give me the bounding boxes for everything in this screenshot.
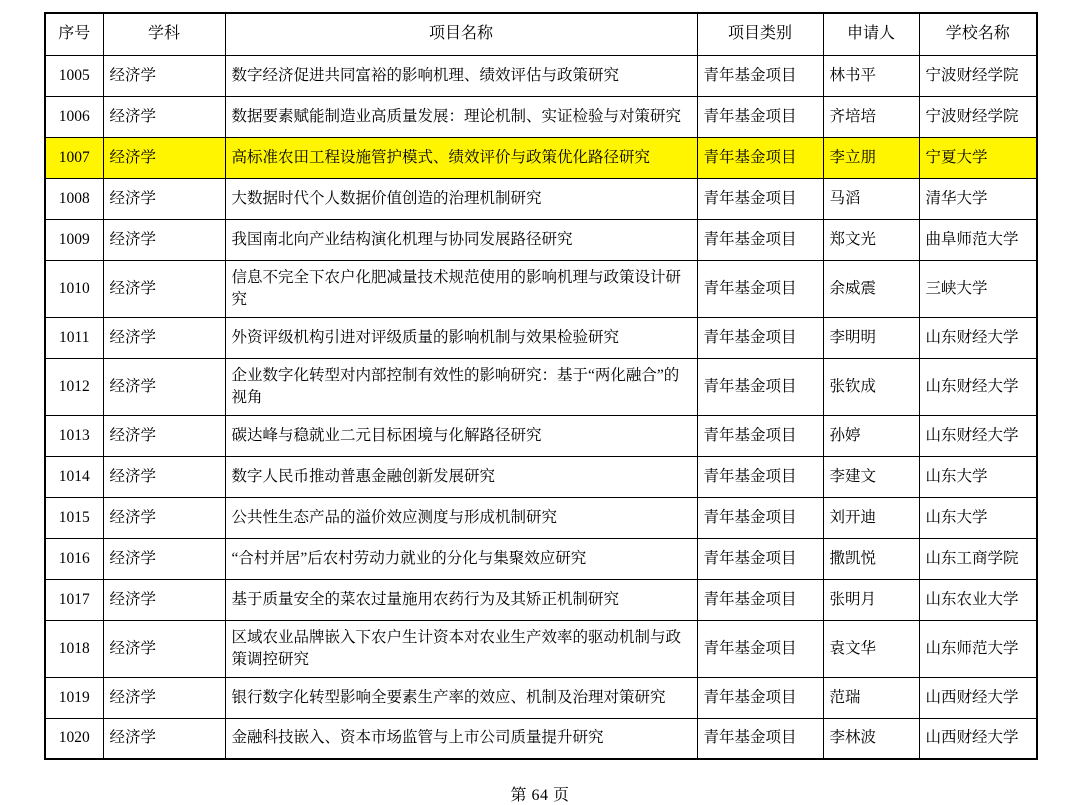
cell-discipline: 经济学 [103, 677, 225, 718]
cell-category: 青年基金项目 [697, 178, 823, 219]
cell-school: 宁波财经学院 [919, 55, 1037, 96]
cell-category: 青年基金项目 [697, 538, 823, 579]
cell-school: 山东财经大学 [919, 358, 1037, 415]
cell-title: 金融科技嵌入、资本市场监管与上市公司质量提升研究 [225, 718, 697, 759]
cell-discipline: 经济学 [103, 620, 225, 677]
cell-applicant: 林书平 [823, 55, 919, 96]
cell-category: 青年基金项目 [697, 718, 823, 759]
table-row [45, 55, 1037, 96]
cell-school: 山东农业大学 [919, 579, 1037, 620]
table-row [45, 456, 1037, 497]
cell-title: “合村并居”后农村劳动力就业的分化与集聚效应研究 [225, 538, 697, 579]
cell-school: 曲阜师范大学 [919, 219, 1037, 260]
cell-discipline: 经济学 [103, 260, 225, 317]
cell-category: 青年基金项目 [697, 358, 823, 415]
table-row [45, 538, 1037, 579]
cell-discipline: 经济学 [103, 358, 225, 415]
cell-seq: 1007 [45, 137, 103, 178]
cell-title: 外资评级机构引进对评级质量的影响机制与效果检验研究 [225, 317, 697, 358]
cell-applicant: 马滔 [823, 178, 919, 219]
cell-school: 山东大学 [919, 497, 1037, 538]
cell-school: 山东财经大学 [919, 317, 1037, 358]
table-row [45, 219, 1037, 260]
cell-school: 山东财经大学 [919, 415, 1037, 456]
cell-seq: 1019 [45, 677, 103, 718]
cell-applicant: 刘开迪 [823, 497, 919, 538]
cell-discipline: 经济学 [103, 538, 225, 579]
table-row [45, 677, 1037, 718]
column-header-school: 学校名称 [919, 13, 1037, 55]
cell-seq: 1006 [45, 96, 103, 137]
cell-category: 青年基金项目 [697, 677, 823, 718]
cell-category: 青年基金项目 [697, 620, 823, 677]
cell-applicant: 余威震 [823, 260, 919, 317]
cell-seq: 1018 [45, 620, 103, 677]
cell-applicant: 齐培培 [823, 96, 919, 137]
cell-applicant: 孙婷 [823, 415, 919, 456]
cell-category: 青年基金项目 [697, 219, 823, 260]
cell-title: 数据要素赋能制造业高质量发展：理论机制、实证检验与对策研究 [225, 96, 697, 137]
cell-seq: 1013 [45, 415, 103, 456]
column-header-title: 项目名称 [225, 13, 697, 55]
cell-applicant: 张钦成 [823, 358, 919, 415]
cell-title: 基于质量安全的菜农过量施用农药行为及其矫正机制研究 [225, 579, 697, 620]
cell-applicant: 袁文华 [823, 620, 919, 677]
cell-discipline: 经济学 [103, 96, 225, 137]
cell-applicant: 范瑞 [823, 677, 919, 718]
cell-discipline: 经济学 [103, 415, 225, 456]
cell-title: 大数据时代个人数据价值创造的治理机制研究 [225, 178, 697, 219]
cell-seq: 1017 [45, 579, 103, 620]
cell-applicant: 李建文 [823, 456, 919, 497]
cell-title: 我国南北向产业结构演化机理与协同发展路径研究 [225, 219, 697, 260]
table-row [45, 415, 1037, 456]
table-row-highlighted [45, 137, 1037, 178]
cell-discipline: 经济学 [103, 55, 225, 96]
cell-category: 青年基金项目 [697, 497, 823, 538]
cell-applicant: 李林波 [823, 718, 919, 759]
column-header-discipline: 学科 [103, 13, 225, 55]
table-header [45, 13, 1037, 55]
cell-discipline: 经济学 [103, 497, 225, 538]
table-row [45, 579, 1037, 620]
table-header-row [45, 13, 1037, 55]
table-row [45, 497, 1037, 538]
cell-applicant: 李立朋 [823, 137, 919, 178]
cell-seq: 1014 [45, 456, 103, 497]
column-header-category: 项目类别 [697, 13, 823, 55]
cell-discipline: 经济学 [103, 456, 225, 497]
cell-seq: 1015 [45, 497, 103, 538]
table-row [45, 96, 1037, 137]
cell-school: 宁波财经学院 [919, 96, 1037, 137]
cell-title: 区域农业品牌嵌入下农户生计资本对农业生产效率的驱动机制与政策调控研究 [225, 620, 697, 677]
cell-school: 山东大学 [919, 456, 1037, 497]
table-row [45, 358, 1037, 415]
cell-seq: 1011 [45, 317, 103, 358]
cell-title: 高标准农田工程设施管护模式、绩效评价与政策优化路径研究 [225, 137, 697, 178]
table-body [45, 55, 1037, 759]
table-row [45, 620, 1037, 677]
cell-school: 山东工商学院 [919, 538, 1037, 579]
grant-projects-table [44, 12, 1038, 760]
cell-school: 清华大学 [919, 178, 1037, 219]
cell-discipline: 经济学 [103, 718, 225, 759]
cell-title: 银行数字化转型影响全要素生产率的效应、机制及治理对策研究 [225, 677, 697, 718]
cell-seq: 1009 [45, 219, 103, 260]
cell-seq: 1008 [45, 178, 103, 219]
cell-category: 青年基金项目 [697, 579, 823, 620]
cell-category: 青年基金项目 [697, 415, 823, 456]
cell-category: 青年基金项目 [697, 456, 823, 497]
cell-applicant: 撒凯悦 [823, 538, 919, 579]
cell-school: 山西财经大学 [919, 718, 1037, 759]
cell-applicant: 李明明 [823, 317, 919, 358]
cell-seq: 1010 [45, 260, 103, 317]
cell-seq: 1016 [45, 538, 103, 579]
cell-title: 数字人民币推动普惠金融创新发展研究 [225, 456, 697, 497]
cell-discipline: 经济学 [103, 137, 225, 178]
cell-discipline: 经济学 [103, 178, 225, 219]
cell-applicant: 郑文光 [823, 219, 919, 260]
table-row [45, 317, 1037, 358]
cell-discipline: 经济学 [103, 317, 225, 358]
cell-school: 三峡大学 [919, 260, 1037, 317]
column-header-seq: 序号 [45, 13, 103, 55]
table-row [45, 718, 1037, 759]
cell-applicant: 张明月 [823, 579, 919, 620]
cell-discipline: 经济学 [103, 579, 225, 620]
cell-title: 企业数字化转型对内部控制有效性的影响研究：基于“两化融合”的视角 [225, 358, 697, 415]
cell-category: 青年基金项目 [697, 137, 823, 178]
table-row [45, 260, 1037, 317]
cell-seq: 1012 [45, 358, 103, 415]
cell-title: 数字经济促进共同富裕的影响机理、绩效评估与政策研究 [225, 55, 697, 96]
cell-school: 宁夏大学 [919, 137, 1037, 178]
cell-title: 信息不完全下农户化肥减量技术规范使用的影响机理与政策设计研究 [225, 260, 697, 317]
page-number: 第 64 页 [510, 787, 570, 804]
cell-title: 公共性生态产品的溢价效应测度与形成机制研究 [225, 497, 697, 538]
cell-discipline: 经济学 [103, 219, 225, 260]
cell-title: 碳达峰与稳就业二元目标困境与化解路径研究 [225, 415, 697, 456]
cell-category: 青年基金项目 [697, 55, 823, 96]
column-header-applicant: 申请人 [823, 13, 919, 55]
cell-category: 青年基金项目 [697, 96, 823, 137]
cell-seq: 1005 [45, 55, 103, 96]
cell-category: 青年基金项目 [697, 260, 823, 317]
cell-seq: 1020 [45, 718, 103, 759]
cell-school: 山西财经大学 [919, 677, 1037, 718]
cell-category: 青年基金项目 [697, 317, 823, 358]
table-row [45, 178, 1037, 219]
cell-school: 山东师范大学 [919, 620, 1037, 677]
